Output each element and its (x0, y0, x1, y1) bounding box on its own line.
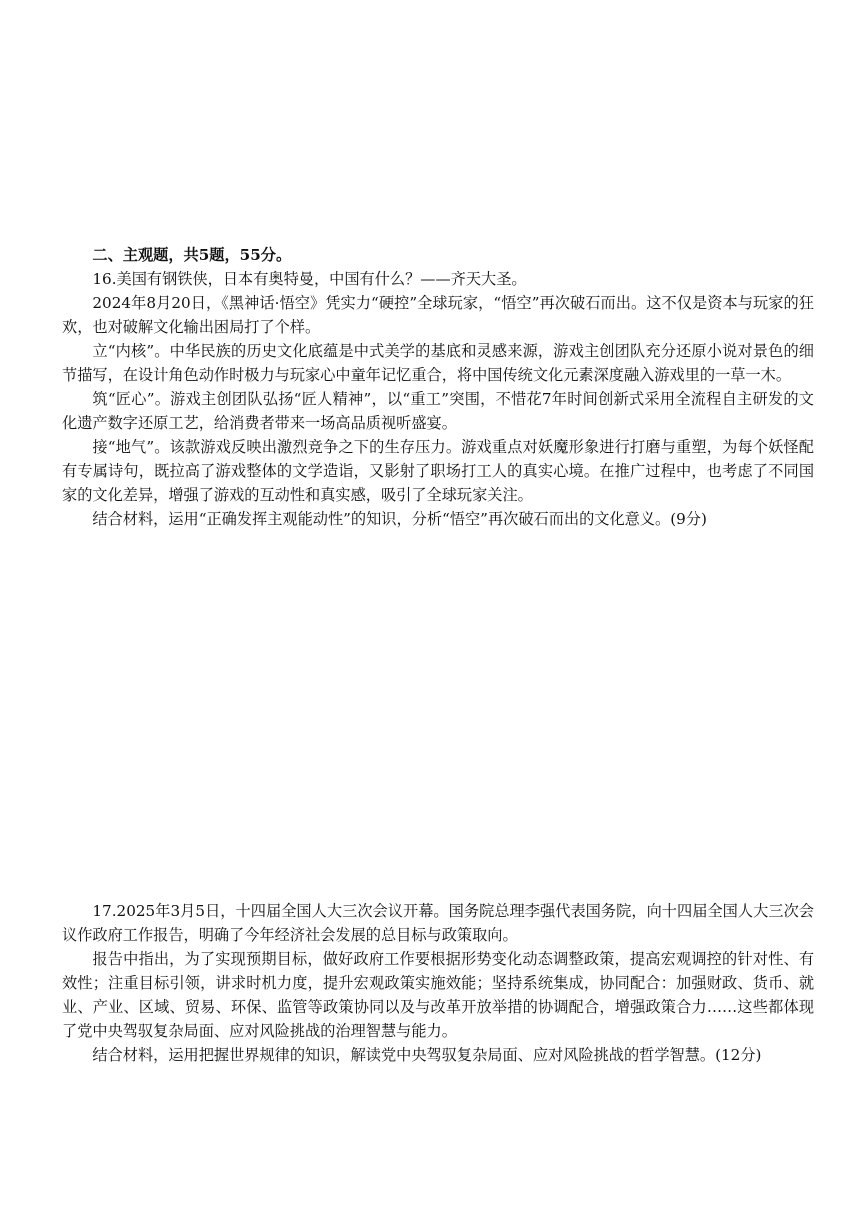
q16-paragraph-4: 接“地气”。该款游戏反映出激烈竞争之下的生存压力。游戏重点对妖魔形象进行打磨与重塑，为每个妖怪配有专属诗句，既拉高了游戏整体的文学造诣，又影射了职场打工人的真实心境。在推广过程中，也考虑了不同国家的文化差异，增强了游戏的互动性和真实感，吸引了全球玩家关注。 (62, 438, 814, 504)
q16-question: 结合材料，运用“正确发挥主观能动性”的知识，分析“悟空”再次破石而出的文化意义。(9分) (92, 510, 707, 528)
q16-paragraph-2: 立“内核”。中华民族的历史文化底蕴是中式美学的基底和灵感来源，游戏主创团队充分还原小说对景色的细节描写，在设计角色动作时极力与玩家心中童年记忆重合，将中国传统文化元素深度融入游戏里的一草一木。 (62, 342, 814, 384)
question-16-block (62, 243, 814, 531)
section-heading: 二、主观题，共5题，55分。 (92, 246, 292, 264)
q17-question: 结合材料，运用把握世界规律的知识，解读党中央驾驭复杂局面、应对风险挑战的哲学智慧。(12分) (92, 1046, 762, 1064)
q16-paragraph-1: 2024年8月20日，《黑神话·悟空》凭实力“硬控”全球玩家，“悟空”再次破石而出。这不仅是资本与玩家的狂欢，也对破解文化输出困局打了个样。 (62, 294, 814, 336)
question-17-block (62, 899, 814, 1067)
q16-paragraph-3: 筑“匠心”。游戏主创团队弘扬“匠人精神”，以“重工”突围，不惜花7年时间创新式采用全流程自主研发的文化遗产数字还原工艺，给消费者带来一场高品质视听盛宴。 (62, 390, 814, 432)
q17-paragraph-2: 报告中指出，为了实现预期目标，做好政府工作要根据形势变化动态调整政策，提高宏观调控的针对性、有效性；注重目标引领，讲求时机力度，提升宏观政策实施效能；坚持系统集成，协同配合：加强财政、货币、就业、产业、区域、贸易、环保、监管等政策协同以及与改革开放举措的协调配合，增强政策合力……这些都体现了党中央驾驭复杂局面、应对风险挑战的治理智慧与能力。 (62, 950, 814, 1040)
q16-intro: 16.美国有钢铁侠，日本有奥特曼，中国有什么？——齐天大圣。 (92, 270, 527, 288)
q17-paragraph-1: 17.2025年3月5日，十四届全国人大三次会议开幕。国务院总理李强代表国务院，向十四届全国人大三次会议作政府工作报告，明确了今年经济社会发展的总目标与政策取向。 (62, 902, 814, 944)
